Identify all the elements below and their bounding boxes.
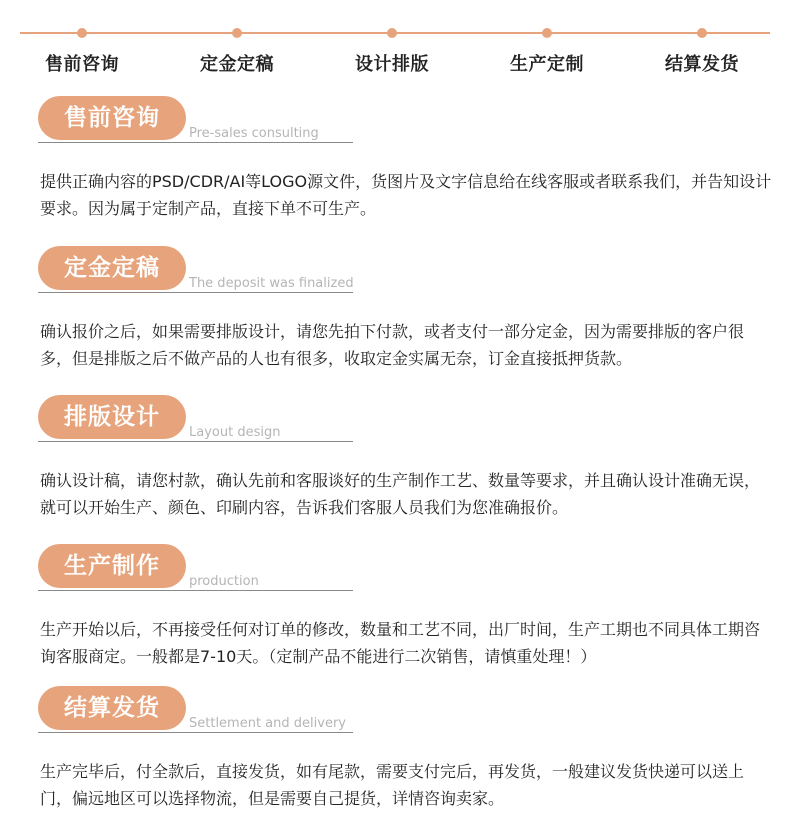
- section-divider: [38, 441, 353, 442]
- section-divider: [38, 292, 353, 293]
- section-title: 结算发货: [38, 686, 186, 730]
- section-divider: [38, 732, 353, 733]
- section-divider: [38, 142, 353, 143]
- step-dot-2: [232, 28, 242, 38]
- step-label-2: 定金定稿: [200, 54, 274, 75]
- step-dot-3: [387, 28, 397, 38]
- section-subtitle: Layout design: [189, 425, 281, 440]
- step-label-3: 设计排版: [355, 54, 429, 75]
- section-subtitle: Pre-sales consulting: [189, 126, 319, 141]
- section-title: 生产制作: [38, 544, 186, 588]
- section-body: 提供正确内容的PSD/CDR/AI等LOGO源文件，货图片及文字信息给在线客服或者联系我们，并告知设计要求。因为属于定制产品，直接下单不可生产。: [40, 172, 772, 218]
- section-body: 确认设计稿，请您村款，确认先前和客服谈好的生产制作工艺、数量等要求，并且确认设计准确无误，就可以开始生产、颜色、印刷内容，告诉我们客服人员我们为您准确报价。: [40, 471, 761, 517]
- section-title: 定金定稿: [38, 246, 186, 290]
- section-divider: [38, 590, 353, 591]
- section-subtitle: production: [189, 574, 259, 589]
- section-body: 生产开始以后，不再接受任何对订单的修改，数量和工艺不同，出厂时间，生产工期也不同具体工期咨询客服商定。一般都是7-10天。（定制产品不能进行二次销售，请慎重处理！）: [40, 620, 761, 666]
- step-label-1: 售前咨询: [45, 54, 119, 75]
- section-title: 排版设计: [38, 395, 186, 439]
- step-dot-4: [542, 28, 552, 38]
- step-label-4: 生产定制: [510, 54, 584, 75]
- section-subtitle: The deposit was finalized: [189, 276, 354, 291]
- section-body: 生产完毕后，付全款后，直接发货，如有尾款，需要支付完后，再发货，一般建议发货快递可以送上门，偏远地区可以选择物流，但是需要自己提货，详情咨询卖家。: [40, 762, 745, 808]
- section-title: 售前咨询: [38, 96, 186, 140]
- step-label-5: 结算发货: [665, 54, 739, 75]
- section-body: 确认报价之后，如果需要排版设计，请您先拍下付款，或者支付一部分定金，因为需要排版的客户很多，但是排版之后不做产品的人也有很多，收取定金实属无奈，订金直接抵押货款。: [40, 322, 745, 368]
- section-subtitle: Settlement and delivery: [189, 716, 346, 731]
- step-dot-5: [697, 28, 707, 38]
- step-dot-1: [77, 28, 87, 38]
